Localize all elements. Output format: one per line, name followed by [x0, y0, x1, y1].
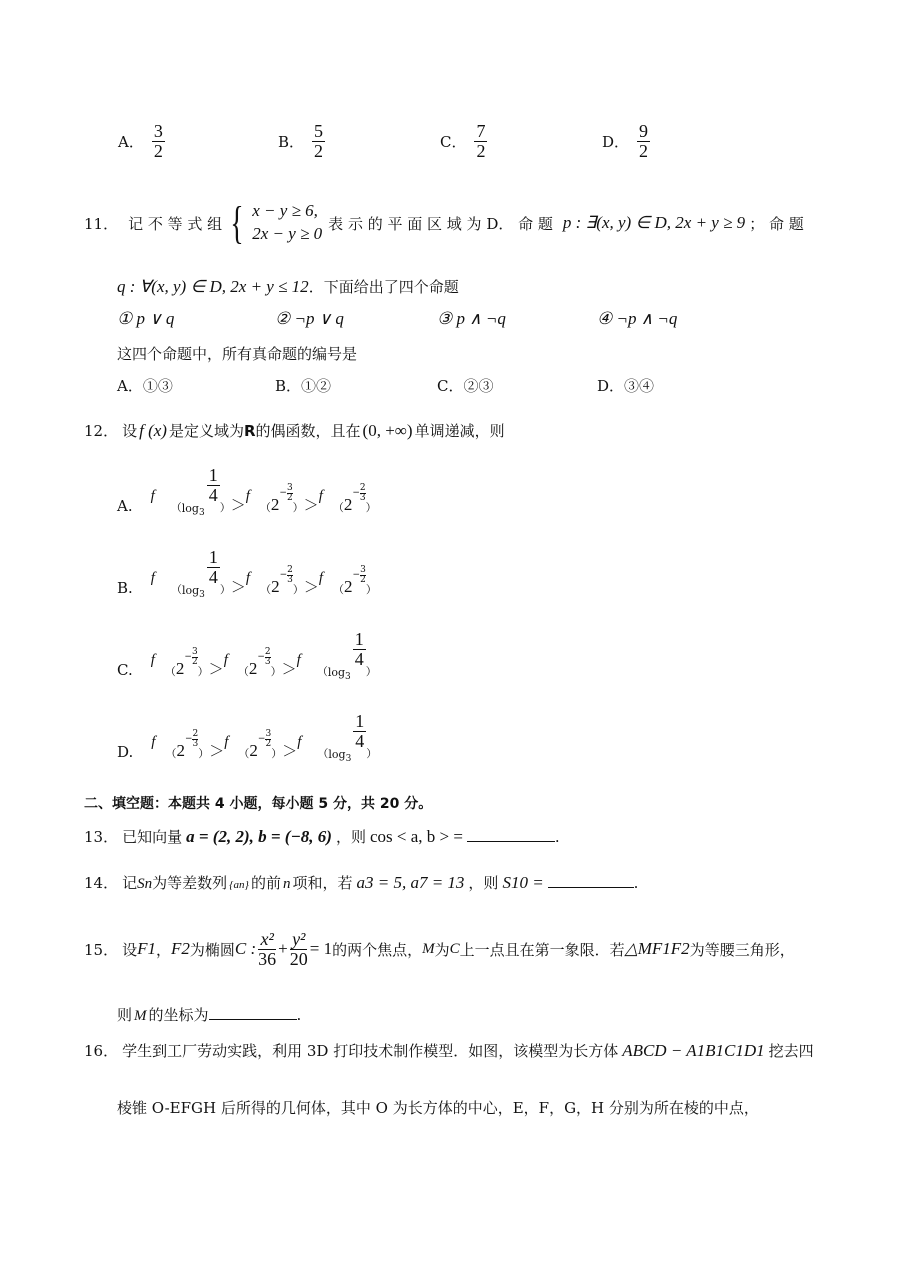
exponent: − $\frac{2}{3}$: [279, 564, 293, 585]
proposition-q: q : ∀(x, y) ∈ D, 2x + y ≤ 12: [117, 277, 309, 296]
option-label: C．: [440, 132, 467, 151]
q10-option-c: [440, 122, 487, 161]
proposition-3: ③ p ∧ ¬q: [437, 309, 506, 328]
question-number: 15．: [84, 940, 119, 959]
q10-option-b: [278, 122, 325, 161]
question-number: 12．: [84, 422, 119, 440]
exponent: − $\frac{2}{3}$: [257, 646, 271, 667]
fraction: $\frac{3}{2}$: [153, 121, 163, 161]
cos-expr: cos < a, b > =: [369, 827, 463, 846]
q12-stem: 12． 设 f (x) 是定义域为 R 的偶函数，且在 (0, +∞) 单调递减，则: [84, 420, 505, 440]
exponent: − $\frac{2}{3}$: [352, 482, 366, 503]
q11-line2: q : ∀(x, y) ∈ D, 2x + y ≤ 12．下面给出了四个命题: [117, 277, 459, 296]
q11-option-b: B．①②: [275, 377, 332, 395]
exponent: − $\frac{2}{3}$: [184, 728, 199, 749]
q15-line1: 15． 设 F1 ， F2 为椭圆 C : $\frac{\text{x²}}{36}$ + $\frac{\text{y²}}{20}$ = 1 的两个焦点， M 为 C 上一点且在第一象限．若 △MF1F2 为等腰三角形，: [84, 929, 795, 969]
fraction-y2-20: $\frac{\text{y²}}{20}$: [289, 929, 308, 969]
q11-question: 这四个命题中，所有真命题的编号是: [117, 345, 358, 363]
question-number: 14．: [84, 874, 119, 892]
q10-option-a: [118, 122, 165, 161]
option-label: D．: [602, 132, 630, 151]
answer-blank[interactable]: [209, 1003, 297, 1020]
q13: 13． 已知向量 a = (2, 2), b = (−8, 6) ，则 cos < a, b > = .: [84, 827, 560, 846]
q16-line1: 16． 学生到工厂劳动实践，利用 3D 打印技术制作模型．如图，该模型为长方体 ABCD − A1B1C1D1 挖去四: [84, 1041, 814, 1060]
q12-option-c: C. f （ 2 − $\frac{3}{2}$ ） ＞ f （ 2 − $\frac{2}{3}$ ） ＞ f （ log 3 $\frac{1}{4}$ ）: [117, 629, 377, 682]
answer-blank[interactable]: [467, 825, 555, 842]
interval: (0, +∞): [362, 420, 413, 440]
proposition-4: ④ ¬p ∧ ¬q: [597, 309, 678, 328]
q15-line2: 则 M 的坐标为 .: [117, 1003, 301, 1025]
q16-line2: 棱锥 O-EFGH 后所得的几何体，其中 O 为长方体的中心，E，F，G，H 分别为所在棱的中点，: [117, 1099, 759, 1117]
proposition-1: ① p ∨ q: [117, 309, 175, 328]
q11-option-a: A．①③: [117, 377, 173, 395]
condition-expr: a3 = 5, a7 = 13: [356, 873, 465, 892]
question-number: 11．: [84, 214, 119, 233]
fraction-quarter: $\frac{1}{4}$: [355, 711, 365, 751]
inequality-system: x − y ≥ 6, 2x − y ≥ 0: [252, 201, 323, 243]
system-brace: {: [230, 197, 244, 248]
fraction-quarter: $\frac{1}{4}$: [208, 547, 218, 587]
proposition-2: ② ¬p ∨ q: [275, 309, 344, 328]
answer-blank[interactable]: [548, 871, 634, 888]
exponent: − $\frac{3}{2}$: [184, 646, 198, 667]
box-expr: ABCD − A1B1C1D1: [622, 1041, 765, 1060]
fraction: $\frac{7}{2}$: [476, 121, 486, 161]
option-label: A．: [118, 132, 144, 151]
fraction: $\frac{5}{2}$: [314, 121, 324, 161]
proposition-p: p : ∃(x, y) ∈ D, 2x + y ≥ 9: [562, 213, 746, 232]
exponent: − $\frac{3}{2}$: [257, 728, 272, 749]
vector-expr: a = (2, 2), b = (−8, 6): [186, 827, 332, 846]
function-f: f (x): [139, 420, 167, 440]
question-number: 13．: [84, 828, 119, 846]
q12-option-a: A. f （ log 3 $\frac{1}{4}$ ） ＞ f （ 2 − $\frac{3}{2}$ ） ＞ f （ 2 − $\frac{2}{3}$ ）: [117, 465, 377, 518]
q12-option-b: B. f （ log 3 $\frac{1}{4}$ ） ＞ f （ 2 − $\frac{2}{3}$ ） ＞ f （ 2 − $\frac{3}{2}$ ）: [117, 547, 377, 600]
fraction: $\frac{9}{2}$: [639, 121, 649, 161]
q11-option-d: D．③④: [597, 377, 655, 395]
fraction-quarter: $\frac{1}{4}$: [208, 465, 218, 505]
question-number: 16．: [84, 1042, 119, 1060]
fraction-quarter: $\frac{1}{4}$: [354, 629, 364, 669]
q11-line1: 11． 记 不 等 式 组 { x − y ≥ 6, 2x − y ≥ 0 表 示 的 平 面 区 域 为 D． 命 题 p : ∃(x, y) ∈ D, 2x + y ≥ 9 ； 命 题: [84, 197, 804, 248]
exponent: − $\frac{3}{2}$: [352, 564, 366, 585]
triangle-expr: △MF1F2: [624, 939, 690, 959]
fraction-x2-36: $\frac{\text{x²}}{36}$: [258, 929, 277, 969]
q10-option-d: [602, 122, 650, 161]
section-heading: 二、填空题：本题共 4 小题，每小题 5 分，共 20 分。: [84, 796, 433, 812]
real-set: R: [243, 421, 256, 440]
q14: 14． 记 Sn 为等差数列 {an} 的前 n 项和，若 a3 = 5, a7 = 13 ，则 S10 = .: [84, 873, 639, 892]
exponent: − $\frac{3}{2}$: [279, 482, 293, 503]
option-label: B．: [278, 132, 305, 151]
q12-option-d: D. f （ 2 − $\frac{2}{3}$ ） ＞ f （ 2 − $\frac{3}{2}$ ） ＞ f （ log 3 $\frac{1}{4}$ ）: [117, 711, 378, 764]
q11-option-c: C．②③: [437, 377, 494, 395]
